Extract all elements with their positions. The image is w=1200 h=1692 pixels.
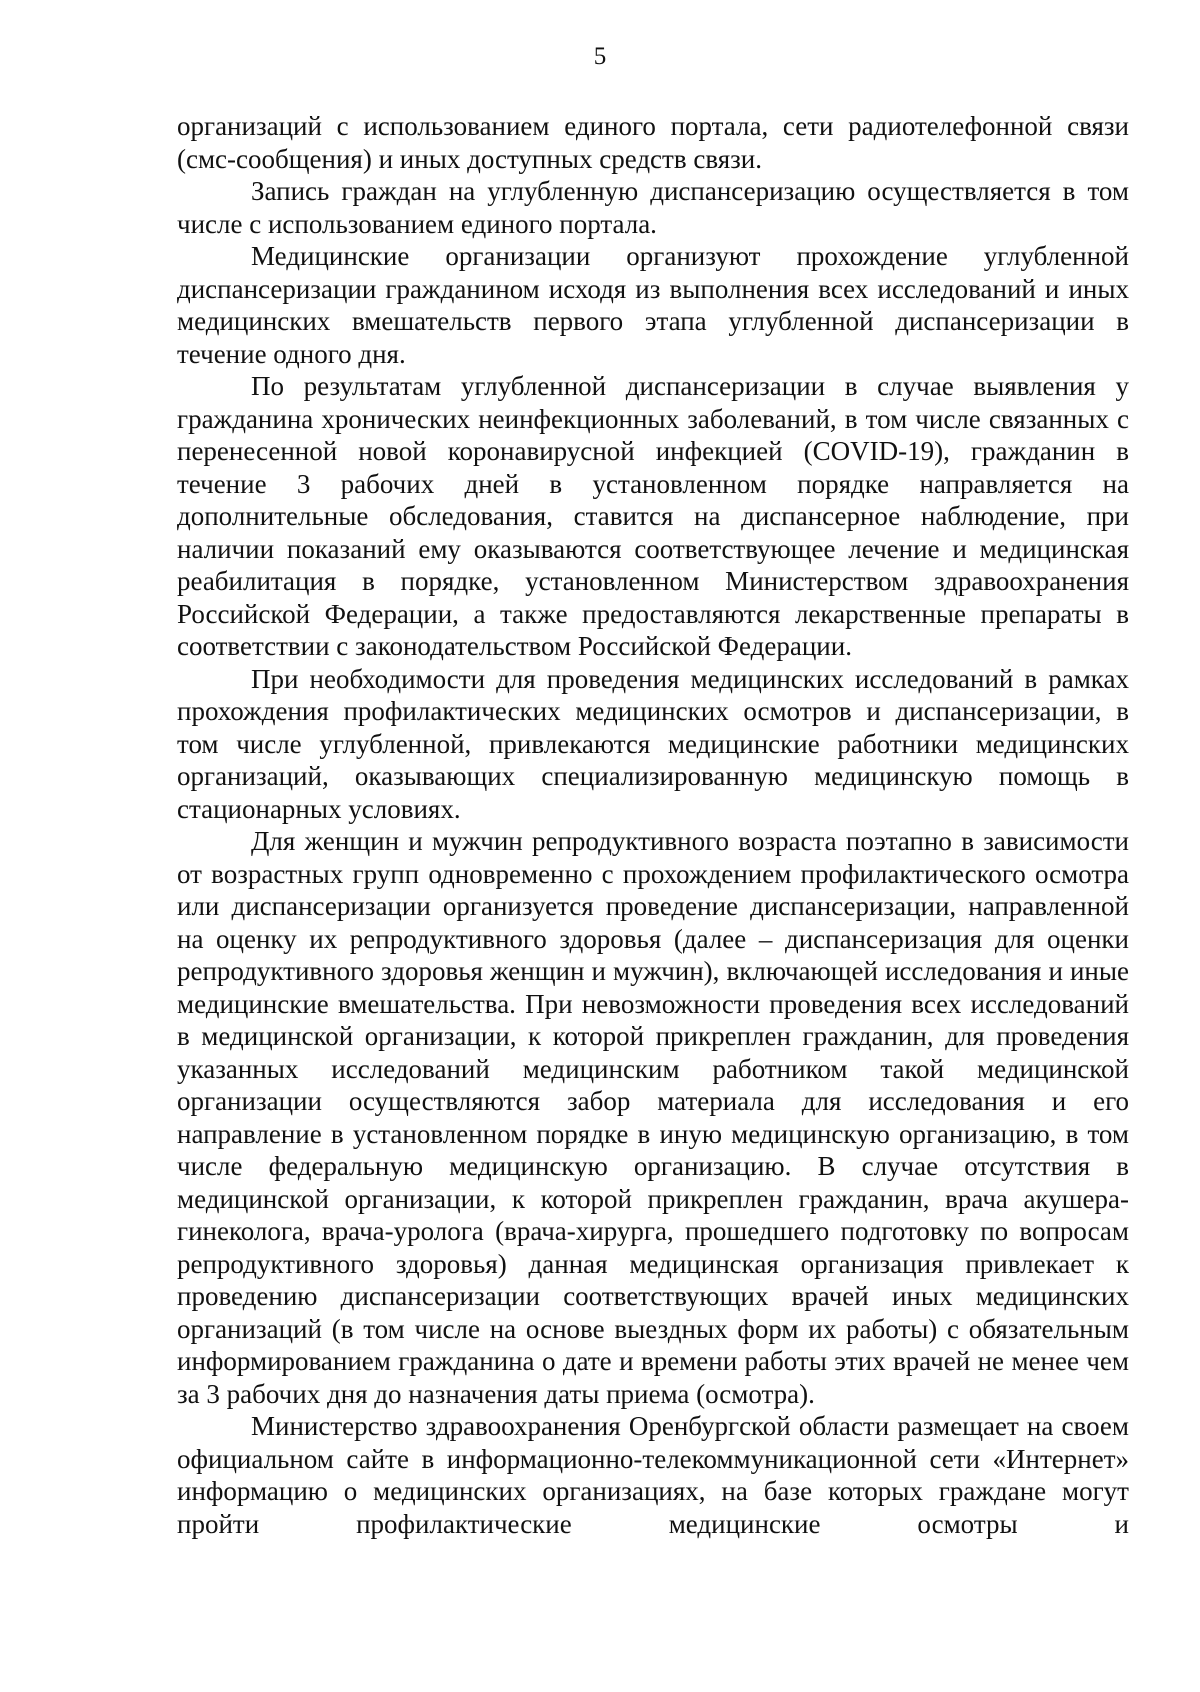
paragraph-reproductive-health: Для женщин и мужчин репродуктивного возраста поэтапно в зависимости от возрастных групп одновременно с прохождением профилактического осмотра или диспансеризации организуется проведение диспансеризации, направленной на оценку их репродуктивного здоровья (далее – диспансеризация для оценки репродуктивного здоровья женщин и мужчин), включающей исследования и иные медицинские вмешательства. При невозможности проведения всех исследований в медицинской организации, к которой прикреплен гражданин, для проведения указанных исследований медицинским работником такой медицинской организации осуществляются забор материала для исследования и его направление в установленном порядке в иную медицинскую организацию, в том числе федеральную медицинскую организацию. В случае отсутствия в медицинской организации, к которой прикреплен гражданин, врача акушера-гинеколога, врача-уролога (врача-хирурга, прошедшего подготовку по вопросам репродуктивного здоровья) данная медицинская организация привлекает к проведению диспансеризации соответствующих врачей иных медицинских организаций (в том числе на основе выездных форм их работы) с обязательным информированием гражданина о дате и времени работы этих врачей не менее чем за 3 рабочих дня до назначения даты приема (осмотра). — [177, 826, 1129, 1409]
paragraph-ministry: Министерство здравоохранения Оренбургской области размещает на своем официальном сайте в информационно-телекоммуникационной сети «Интернет» информацию о медицинских организациях, на базе которых граждане могут пройти профилактические медицинские осмотры и — [177, 1411, 1129, 1539]
paragraph-one-day: Медицинские организации организуют прохождение углубленной диспансеризации гражданином исходя из выполнения всех исследований и иных медицинских вмешательств первого этапа углубленной диспансеризации в течение одного дня. — [177, 241, 1129, 369]
document-body — [177, 110, 1129, 1540]
paragraph-continuation: организаций с использованием единого портала, сети радиотелефонной связи (смс-сообщения) и иных доступных средств связи. — [177, 111, 1129, 174]
page-number: 5 — [593, 43, 607, 70]
paragraph-results: По результатам углубленной диспансеризации в случае выявления у гражданина хронических неинфекционных заболеваний, в том числе связанных с перенесенной новой коронавирусной инфекцией (COVID-19), гражданин в течение 3 рабочих дней в установленном порядке направляется на дополнительные обследования, ставится на диспансерное наблюдение, при наличии показаний ему оказываются соответствующее лечение и медицинская реабилитация в порядке, установленном Министерством здравоохранения Российской Федерации, а также предоставляются лекарственные препараты в соответствии с законодательством Российской Федерации. — [177, 371, 1129, 661]
paragraph-specialists: При необходимости для проведения медицинских исследований в рамках прохождения профилактических медицинских осмотров и диспансеризации, в том числе углубленной, привлекаются медицинские работники медицинских организаций, оказывающих специализированную медицинскую помощь в стационарных условиях. — [177, 663, 1129, 824]
paragraph-registration: Запись граждан на углубленную диспансеризацию осуществляется в том числе с использованием единого портала. — [177, 176, 1129, 239]
